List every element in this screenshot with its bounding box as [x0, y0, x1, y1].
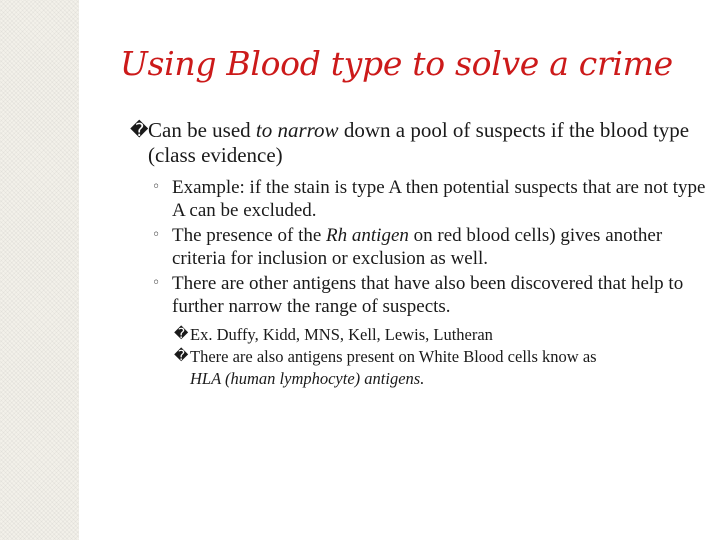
bullet-point-main: � Can be used to narrow down a pool of suspects if the blood type (class evidence) [130, 118, 690, 167]
sub-bullet-item: ◦ Example: if the stain is type A then potential suspects that are not type A can be excluded. [152, 177, 706, 221]
bullet-icon: � [130, 120, 149, 141]
sub-sub-bullet-item: � There are also antigens present on White Blood cells know as [174, 347, 597, 366]
sub-sub-bullet-list [130, 324, 710, 389]
emphasis-text: to narrow [255, 118, 339, 142]
bullet-icon: � [174, 326, 189, 342]
emphasis-text: Rh antigen [326, 225, 409, 246]
slide-body [130, 118, 710, 389]
slide-title: Using Blood type to solve a crime [120, 44, 673, 83]
circle-bullet-icon: ◦ [152, 179, 161, 195]
sub-sub-bullet-continuation: HLA (human lymphocyte) antigens. [190, 369, 425, 388]
decorative-side-strip [0, 0, 79, 540]
sub-bullet-list [130, 177, 710, 318]
sub-bullet-item: ◦ There are other antigens that have also been discovered that help to further narrow the range of suspects. [152, 273, 684, 317]
sub-bullet-item: ◦ The presence of the Rh antigen on red blood cells) gives another criteria for inclusion or exclusion as well. [152, 225, 663, 269]
circle-bullet-icon: ◦ [152, 275, 161, 291]
bullet-icon: � [174, 348, 189, 364]
sub-sub-bullet-item: � Ex. Duffy, Kidd, MNS, Kell, Lewis, Lutheran [174, 325, 493, 344]
circle-bullet-icon: ◦ [152, 227, 161, 243]
